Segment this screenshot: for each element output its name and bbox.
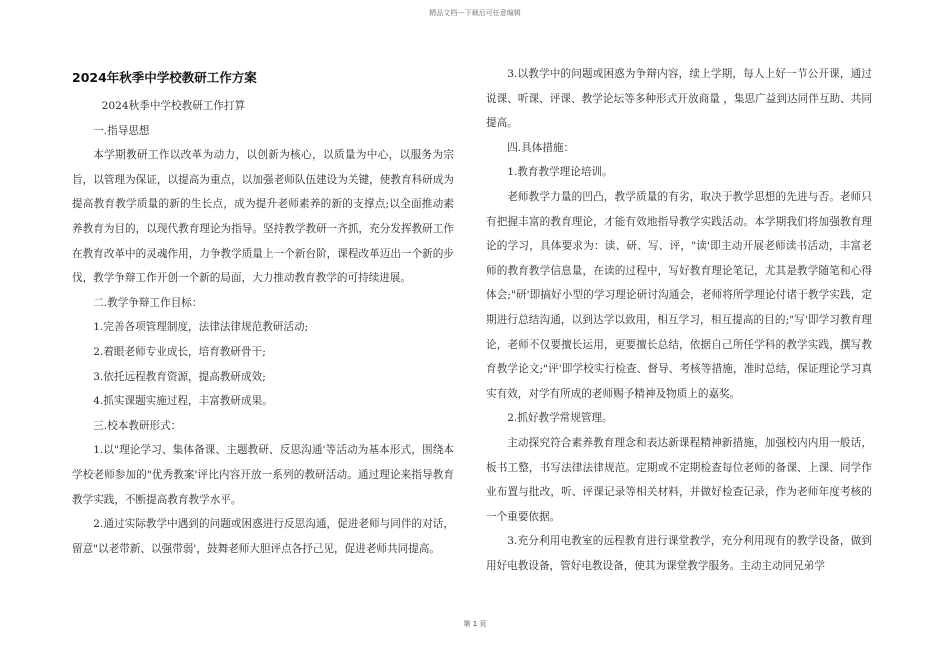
section-heading: 一.指导思想 — [93, 124, 150, 137]
paragraph: 1.以"理论学习、集体备课、主题教研、反思沟通'等活动为基本形式，围绕本学校老师参加的"优秀教案'评比内容开放一系列的教研活动。通过理论来指导教育教学实践，不断提高教育教学水平。 — [72, 444, 454, 506]
paragraph: 本学期教研工作以改革为动力，以创新为核心，以质量为中心，以服务为宗旨，以管理为保证，以提高为重点，以加强老师队伍建设为关键，使教育科研成为提高教育教学质量的新的生长点，成为提升老师素养的新的支撑点;以全面推动素养教育为目的，以现代教育理论为指导。坚持教学教研一齐抓，充分发挥教研工作在教育改革中的灵魂作用，力争教学质量上一个新台阶，课程改革迈出一个新的步伐，教学争辩工作开创一个新的局面，大力推动教育教学的可持续进展。 — [72, 149, 454, 285]
section-heading: 2.抓好教学常规管理。 — [507, 412, 613, 425]
paragraph: 3.以教学中的问题或困惑为争辩内容，续上学期，每人上好一节公开课，通过说课、听课、评课、教学论坛等多种形式开放商量 ，集思广益到达同伴互助、共同提高。 — [486, 68, 872, 130]
page-number: 第 1 页 — [463, 620, 487, 628]
header-note: 精品文档---下载后可任意编辑 — [429, 9, 521, 17]
section-heading: 1.完善各项管理制度，法律法律规范教研活动; — [93, 321, 309, 334]
document-subtitle: 2024秋季中学校教研工作打算 — [101, 100, 246, 112]
paragraph: 2.通过实际教学中遇到的问题或困惑进行反思沟通，促进老师与同伴的对话，留意"以老带新、以强带弱'，鼓舞老师大胆评点各抒己见，促进老师共同提高。 — [72, 518, 454, 555]
section-heading: 三.校本教研形式： — [93, 419, 182, 432]
page-title: 2024年秋季中学校教研工作方案 — [72, 70, 257, 85]
section-heading: 1.教育教学理论培训。 — [507, 166, 613, 179]
section-heading: 二.教学争辩工作目标： — [93, 296, 203, 309]
paragraph: 老师教学力量的凹凸，教学质量的有劣，取决于教学思想的先进与否。老师只有把握丰富的教育理论，才能有效地指导教学实践活动。本学期我们将加强教育理论的学习，具体要求为：读、研、写、评，"读'即主动开展老师读书活动，丰富老师的教育教学信息量，在读的过程中，写好教育理论笔记，尤其是教学随笔和心得体会;"研'即搞好小型的学习理论研讨沟通会，老师将所学理论付诸于教学实践，定期进行总结沟通，以到达学以致用，相互学习，相互提高的目的;"写'即学习教育理论，老师不仅要擅长运用，更要擅长总结，依据自己所任学科的教学实践，撰写教育教学论文;"评'即学校实行检查、督导、考核等措施，准时总结，保证理论学习真实有效，对学有所成的老师赐予精神及物质上的嘉奖。 — [486, 190, 872, 400]
section-heading: 3.依托远程教育资源，提高教研成效; — [93, 370, 266, 383]
section-heading: 四.具体措施： — [507, 141, 575, 154]
left-column — [72, 94, 454, 561]
section-heading: 2.着眼老师专业成长，培育教研骨干; — [93, 345, 266, 358]
section-heading: 4.抓实课题实施过程，丰富教研成果。 — [93, 395, 273, 408]
right-column — [486, 62, 872, 578]
paragraph: 主动探究符合素养教育理念和表达新课程精神新措施，加强校内内用一般话，板书工整，书写法律法律规范。定期或不定期检查每位老师的备课、上课、同学作业布置与批改，听、评课记录等相关材料，并做好检查记录，作为老师年度考核的一个重要依据。 — [486, 436, 872, 523]
paragraph: 3.充分利用电教室的远程教育进行课堂教学，充分利用现有的教学设备，做到用好电教设备，管好电教设备，使其为课堂教学服务。主动主动同兄弟学 — [486, 535, 872, 572]
